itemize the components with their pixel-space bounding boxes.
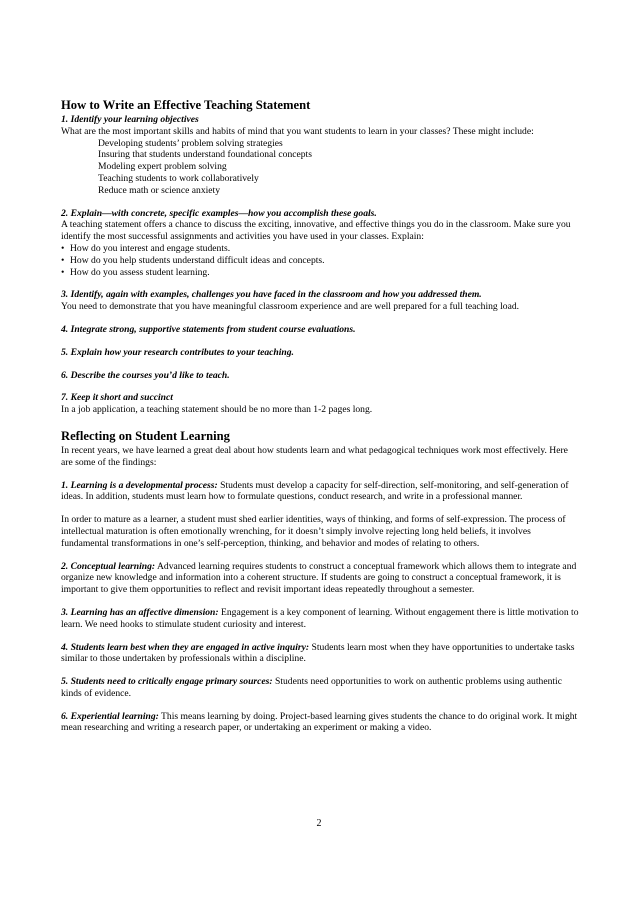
- bullet-text: How do you interest and engage students.: [70, 242, 231, 254]
- finding-paragraph: [61, 514, 581, 549]
- bullet-icon: •: [61, 242, 65, 254]
- section-title-teaching-statement: How to Write an Effective Teaching Statement: [61, 98, 311, 112]
- page-number: 2: [316, 818, 322, 829]
- bullet-icon: •: [61, 266, 65, 278]
- bullet-text: How do you assess student learning.: [70, 266, 210, 278]
- item-1-intro: What are the most important skills and habits of mind that you want students to learn in your classes? These might include:: [61, 125, 534, 137]
- objective-list-item: Developing students’ problem solving strategies: [98, 137, 283, 149]
- bullet-text: How do you help students understand difficult ideas and concepts.: [70, 254, 325, 266]
- finding-text: Students must develop a capacity for self-direction, self-monitoring, and self-generation of ideas. In addition, students must learn how to formulate questions, conduct research, and write in a professional manner.: [61, 479, 569, 503]
- item-4-heading: 4. Integrate strong, supportive statements from student course evaluations.: [61, 323, 356, 335]
- bullet-item: [61, 267, 581, 279]
- finding-label: 5. Students need to critically engage primary sources:: [61, 676, 273, 688]
- objective-list-item: Insuring that students understand foundational concepts: [98, 149, 312, 161]
- item-3-text: You need to demonstrate that you have meaningful classroom experience and are well prepared for a full teaching load.: [61, 301, 520, 313]
- finding-paragraph: [61, 561, 581, 596]
- finding-paragraph: [61, 711, 581, 735]
- objective-list-item: Teaching students to work collaboratively: [98, 172, 259, 184]
- section-2-intro: In recent years, we have learned a great deal about how students learn and what pedagogical techniques work most effectively. Here are some of the findings:: [61, 444, 568, 468]
- finding-label: 6. Experiential learning:: [61, 710, 159, 722]
- finding-paragraph: [61, 676, 581, 700]
- finding-paragraph: [61, 607, 581, 631]
- item-7-text: In a job application, a teaching statement should be no more than 1-2 pages long.: [61, 404, 373, 416]
- objective-list-item: Modeling expert problem solving: [98, 161, 227, 173]
- item-3-heading: 3. Identify, again with examples, challenges you have faced in the classroom and how you addressed them.: [61, 289, 482, 301]
- bullet-icon: •: [61, 254, 65, 266]
- item-7-heading: 7. Keep it short and succinct: [61, 392, 173, 404]
- item-2-text: A teaching statement offers a chance to discuss the exciting, innovative, and effective things you do in the classroom. Make sure you identify the most successful assignments and activities you have used in your classes. Explain:: [61, 219, 571, 243]
- finding-text: Advanced learning requires students to construct a conceptual framework which allows them to integrate and organize new knowledge and information into a coherent structure. If students are going to construct a conceptual framework, it is important to give them opportunities to reflect and revisit important ideas repeatedly throughout a semester.: [61, 560, 577, 596]
- finding-text: This means learning by doing. Project-based learning gives students the chance to do original work. It might mean researching and writing a research paper, or undertaking an experiment or making a video.: [61, 710, 578, 734]
- item-2-heading: 2. Explain—with concrete, specific examples—how you accomplish these goals.: [61, 207, 377, 219]
- item-6-heading: 6. Describe the courses you’d like to teach.: [61, 369, 230, 381]
- objective-list-item: Reduce math or science anxiety: [98, 184, 221, 196]
- finding-paragraph: [61, 480, 581, 504]
- bullet-item: [61, 243, 581, 255]
- finding-paragraph: [61, 642, 581, 666]
- item-1-heading: 1. Identify your learning objectives: [61, 114, 199, 125]
- finding-text: Students need opportunities to work on authentic problems using authentic kinds of evidence.: [61, 676, 562, 699]
- finding-label: 3. Learning has an affective dimension:: [61, 606, 219, 618]
- section-title-reflecting: Reflecting on Student Learning: [61, 428, 230, 443]
- bullet-item: [61, 255, 581, 267]
- page-content: [61, 98, 581, 734]
- item-5-heading: 5. Explain how your research contributes to your teaching.: [61, 346, 294, 358]
- finding-label: 2. Conceptual learning:: [61, 560, 156, 572]
- finding-text: In order to mature as a learner, a student must shed earlier identities, ways of thinking, and forms of self-expression. The process of intellectual maturation is often emotionally wrenching, for it doesn’t simply involve rejecting long held beliefs, it involves fundamental transformations in one’s self-perception, thinking, and behavior and modes of relating to others.: [61, 514, 566, 549]
- finding-label: 4. Students learn best when they are engaged in active inquiry:: [61, 641, 310, 653]
- finding-label: 1. Learning is a developmental process:: [61, 479, 218, 491]
- finding-text: Engagement is a key component of learning. Without engagement there is little motivation to learn. We need hooks to stimulate student curiosity and interest.: [61, 606, 579, 630]
- finding-text: Students learn most when they have opportunities to undertake tasks similar to those undertaken by professionals within a discipline.: [61, 641, 575, 665]
